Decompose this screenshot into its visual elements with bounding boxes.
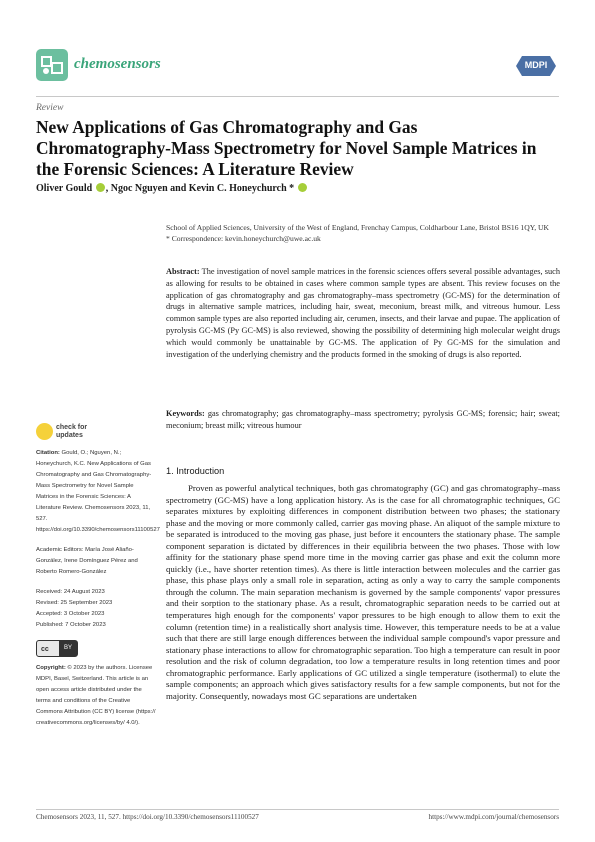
header-divider xyxy=(36,96,559,97)
orcid-icon[interactable] xyxy=(298,183,307,192)
cc-license-icon[interactable]: cc BY xyxy=(36,640,78,657)
footer-divider xyxy=(36,809,559,810)
check-updates-icon xyxy=(36,423,53,440)
published-date: Published: 7 October 2023 xyxy=(36,622,106,628)
article-title: New Applications of Gas Chromatography and Gas Chromatography-Mass Spectrometry for Novel Sample Matrices in the Forensic Sciences: A Literature Review xyxy=(36,117,537,179)
intro-paragraph: Proven as powerful analytical techniques, both gas chromatography (GC) and gas chromatography–mass spectrometry (GC-MS) have a long application history. As is the case for all chromatographic techniques, GC separates mixtures by exploiting differences in component distribution between two phases; the stationary phase and the moving or more commonly called, carrier gas moving phase. An aliquot of the sample mixture to be separated is introduced to the moving gas phase, just before it encounters the stationary phase. The sample component separation is dictated by differences in their equilibria between the two phases. Those with low affinity for the stationary phase spend more time in the moving carrier gas phase and exit the column more quickly (i.e., have shorter retention times). As there is little interaction between molecules and the carrier gas phase, this phase plays only a small role in separation, acting as only a way to carry the sample components through the column. The main separation mechanism is governed by the sample components' vapor pressures and their sorption to the stationary phase. As a result, chromatographic separation needs to be carried out at temperatures high enough for the components' vapor pressures to be high enough to allow them to exit the column (retention time) in a realistically short analysis time. However, this temperature needs to be at a value such that there are still large enough differences between the individual sample compound's vapor pressure and stationary phase interactions to allow for chromatographic separation. Too high a temperature can result in poor resolution and the risk of column degradation, too low a temperature results in long retention times and poor chromatographic performance. Early applications of GC utilized a single temperature (isothermal) to elute the sample components; an approach which gives satisfactory results for a few sample components, but not for the majority. Consequently, nowadays most GC separations are undertaken xyxy=(166,483,560,701)
author-list xyxy=(36,183,308,194)
copyright-text: © 2023 by the authors. Licensee MDPI, Basel, Switzerland. This article is an open access article distributed under the terms and conditions of the Creative Commons Attribution (CC BY) license (https:// creativecommons.org/licenses/by/ 4.0/). xyxy=(36,665,156,726)
mdpi-logo-text: MDPI xyxy=(524,60,548,70)
check-for-updates-button[interactable] xyxy=(36,423,100,443)
citation-label: Citation: xyxy=(36,450,60,456)
check-updates-label: check for updates xyxy=(56,424,88,439)
affiliation-text: School of Applied Sciences, University of the West of England, Frenchay Campus, Coldharbour Lane, Bristol BS16 1QY, UK xyxy=(166,223,549,232)
journal-name[interactable]: chemosensors xyxy=(74,56,161,72)
abstract-label: Abstract: xyxy=(166,267,200,276)
keywords-text: gas chromatography; gas chromatography–mass spectrometry; pyrolysis GC-MS; forensic; hair; sweat; meconium; breast milk; vitreous humour xyxy=(166,409,560,430)
author-rest: , Ngoc Nguyen and Kevin C. Honeychurch * xyxy=(105,183,295,194)
academic-editors: Academic Editors: María José Aliaño-González, Irene Domínguez Pérez and Roberto Romero-González xyxy=(36,547,138,575)
citation xyxy=(36,448,160,536)
footer-journal-url[interactable]: https://www.mdpi.com/journal/chemosensors xyxy=(428,813,559,821)
abstract xyxy=(166,266,560,360)
article-type: Review xyxy=(36,103,64,113)
correspondence-email[interactable]: * Correspondence: kevin.honeychurch@uwe.ac.uk xyxy=(166,234,321,243)
accepted-date: Accepted: 3 October 2023 xyxy=(36,611,105,617)
copyright-label: Copyright: xyxy=(36,665,66,671)
sidebar-metadata xyxy=(36,448,160,738)
copyright xyxy=(36,663,156,729)
footer-citation[interactable]: Chemosensors 2023, 11, 527. https://doi.org/10.3390/chemosensors11100527 xyxy=(36,813,259,821)
mdpi-logo[interactable] xyxy=(516,56,556,76)
affiliation-block xyxy=(166,222,558,244)
abstract-text: The investigation of novel sample matrices in the forensic sciences offers several possible advantages, such as allowing for results to be obtained in cases where common sample types are absent. This review focuses on the application of gas chromatography and gas chromatography–mass spectrometry (GC-MS) for the determination of drugs in alternative sample matrices, including hair, sweat, meconium, breast milk, and vitreous humour. Less common sample types are also reported including air, cerumen, insects, and their larvae and pupae. The application of pyrolysis GC-MS (Py GC-MS) is also reviewed, showing the possibility of determining high molecular weight drugs which would commonly be unattainable by GC-MS. The application of Py GC-MS for the simulation and investigation of the underlying chemistry and the products formed in the smoking of drugs is also reported. xyxy=(166,267,560,359)
keywords xyxy=(166,408,560,432)
received-date: Received: 24 August 2023 xyxy=(36,589,105,595)
section-heading: 1. Introduction xyxy=(166,466,225,476)
author-1[interactable]: Oliver Gould xyxy=(36,183,93,194)
orcid-icon[interactable] xyxy=(96,183,105,192)
journal-logo-icon xyxy=(36,49,68,81)
revised-date: Revised: 25 September 2023 xyxy=(36,600,113,606)
citation-text[interactable]: Gould, O.; Nguyen, N.; Honeychurch, K.C. New Applications of Gas Chromatography and Gas Chromatography-Mass Spectrometry for Novel Sample Matrices in the Forensic Sciences: A Literature Review. Chemosensors 2023, 11, 527. https://doi.org/10.3390/chemosensors11100527 xyxy=(36,450,160,533)
keywords-label: Keywords: xyxy=(166,409,205,418)
